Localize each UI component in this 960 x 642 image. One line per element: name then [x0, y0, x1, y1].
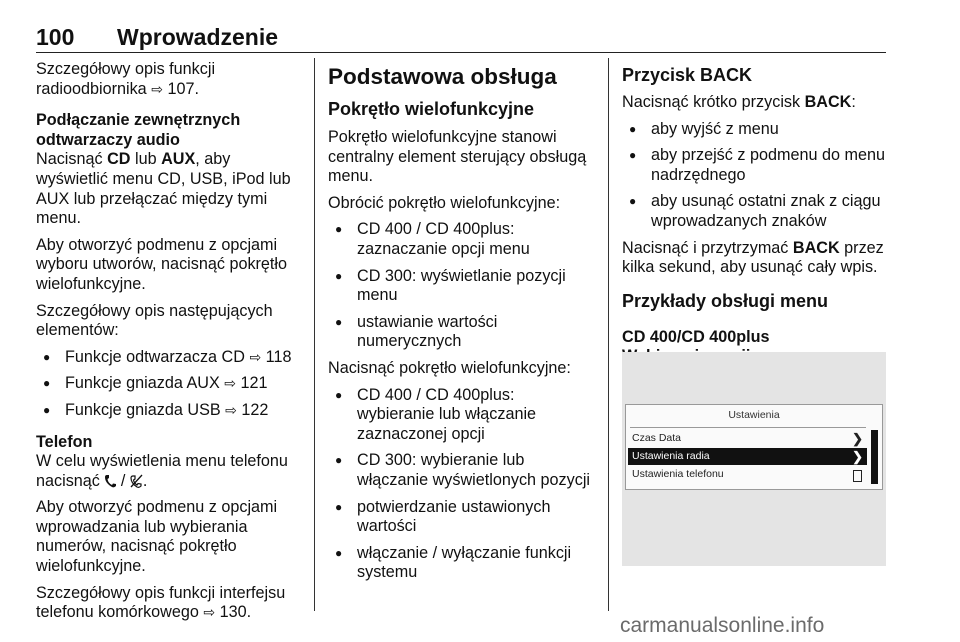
- subsection-title: Pokrętło wielofunkcyjne: [328, 99, 535, 119]
- menu-item-czas-data[interactable]: Czas Data ❯: [632, 431, 863, 446]
- watermark: carmanualsonline.info: [620, 614, 825, 637]
- list-item: ● CD 400 / CD 400plus: wybieranie lub włączanie zaznaczonej opcji: [328, 386, 596, 445]
- paragraph: Nacisnąć CD lub AUX, aby wyświetlić menu CD, USB, iPod lub AUX lub przełączać między tymi menu.: [36, 150, 291, 228]
- paragraph: Pokrętło wielofunkcyjne stanowi centralny element sterujący obsługą menu.: [328, 128, 587, 186]
- display-illustration: [622, 352, 886, 566]
- list-item: ● Funkcje odtwarzacza CD ⇨ 118: [36, 348, 304, 368]
- list-item: ● CD 400 / CD 400plus: zaznaczanie opcji menu: [328, 220, 596, 259]
- section-heading: Podłączanie zewnętrznych odtwarzaczy audio: [36, 111, 241, 149]
- page-number: 100: [36, 24, 75, 50]
- menu-item-ustawienia-radia[interactable]: Ustawienia radia ❯: [628, 448, 867, 465]
- list-item: ● aby usunąć ostatni znak z ciągu wprowadzanych znaków: [622, 192, 886, 231]
- page-header: [36, 22, 886, 53]
- subsection-title: Przykłady obsługi menu: [622, 290, 829, 311]
- chevron-right-icon: ❯: [852, 449, 863, 464]
- column-3: [622, 60, 886, 367]
- paragraph: Aby otworzyć podmenu z opcjami wprowadzania lub wybierania numerów, nacisnąć pokrętło wielofunkcyjne.: [36, 498, 278, 576]
- scrollbar[interactable]: [871, 430, 878, 484]
- back-key: BACK: [792, 238, 840, 257]
- menu-item-ustawienia-telefonu[interactable]: Ustawienia telefonu: [628, 466, 867, 483]
- paragraph: Szczegółowy opis funkcji interfejsu telefonu komórkowego ⇨ 130.: [36, 583, 286, 622]
- paragraph: Szczegółowy opis następujących elementów:: [36, 301, 273, 340]
- subsection-title: Przycisk BACK: [622, 65, 753, 85]
- reference-arrow-icon: ⇨: [151, 80, 163, 97]
- turn-actions-list: [328, 220, 596, 352]
- column-divider: [608, 58, 609, 611]
- paragraph: Nacisnąć krótko przycisk BACK:: [622, 93, 856, 111]
- reference-arrow-icon: ⇨: [225, 401, 237, 418]
- reference-arrow-icon: ⇨: [224, 375, 237, 392]
- display-screen: [625, 404, 883, 490]
- column-1: [36, 60, 304, 630]
- column-2: [328, 60, 596, 590]
- section-heading: Telefon: [36, 432, 93, 451]
- intro-paragraph: Szczegółowy opis funkcji radioodbiornika ⇨ 107.: [36, 60, 216, 98]
- press-actions-list: [328, 386, 596, 583]
- list-item: ● Funkcje gniazda USB ⇨ 122: [36, 401, 304, 421]
- list-item: ● aby przejść z podmenu do menu nadrzędnego: [622, 146, 886, 185]
- model-heading: CD 400/CD 400plus: [622, 327, 770, 346]
- phone-mute-icon: [130, 474, 143, 488]
- phone-icon: [104, 474, 116, 488]
- list-item: ● Funkcje gniazda AUX ⇨ 121: [36, 374, 304, 394]
- aux-key: AUX: [161, 150, 196, 169]
- divider: [630, 427, 866, 428]
- list-item: ● aby wyjść z menu: [622, 120, 886, 140]
- column-divider: [314, 58, 315, 611]
- cd-key: CD: [107, 150, 131, 169]
- back-actions-list: [622, 120, 886, 232]
- paragraph: Nacisnąć i przytrzymać BACK przez kilka sekund, aby usunąć cały wpis.: [622, 238, 884, 277]
- list-item: ● CD 300: wyświetlanie pozycji menu: [328, 267, 596, 306]
- chevron-right-icon: ❯: [852, 431, 863, 446]
- paragraph: Obrócić pokrętło wielofunkcyjne:: [328, 193, 561, 212]
- scroll-end-icon: [853, 470, 862, 482]
- reference-arrow-icon: ⇨: [203, 604, 216, 621]
- section-title: Podstawowa obsługa: [328, 64, 557, 89]
- page-title: Wprowadzenie: [117, 24, 279, 50]
- list-item: ● włączanie / wyłączanie funkcji systemu: [328, 544, 596, 583]
- back-key: BACK: [804, 93, 852, 111]
- reference-list: [36, 348, 304, 421]
- paragraph: W celu wyświetlenia menu telefonu nacisnąć / .: [36, 452, 288, 490]
- paragraph: Nacisnąć pokrętło wielofunkcyjne:: [328, 358, 571, 377]
- paragraph: Aby otworzyć podmenu z opcjami wyboru utworów, nacisnąć pokrętło wielofunkcyjne.: [36, 235, 288, 293]
- page-reference: 130.: [219, 603, 252, 622]
- reference-arrow-icon: ⇨: [249, 348, 262, 365]
- list-item: ● ustawianie wartości numerycznych: [328, 313, 596, 352]
- list-item: ● potwierdzanie ustawionych wartości: [328, 498, 596, 537]
- screen-title: Ustawienia: [728, 409, 780, 421]
- list-item: ● CD 300: wybieranie lub włączanie wyświetlonych pozycji: [328, 451, 596, 490]
- page-reference: 107.: [167, 79, 199, 98]
